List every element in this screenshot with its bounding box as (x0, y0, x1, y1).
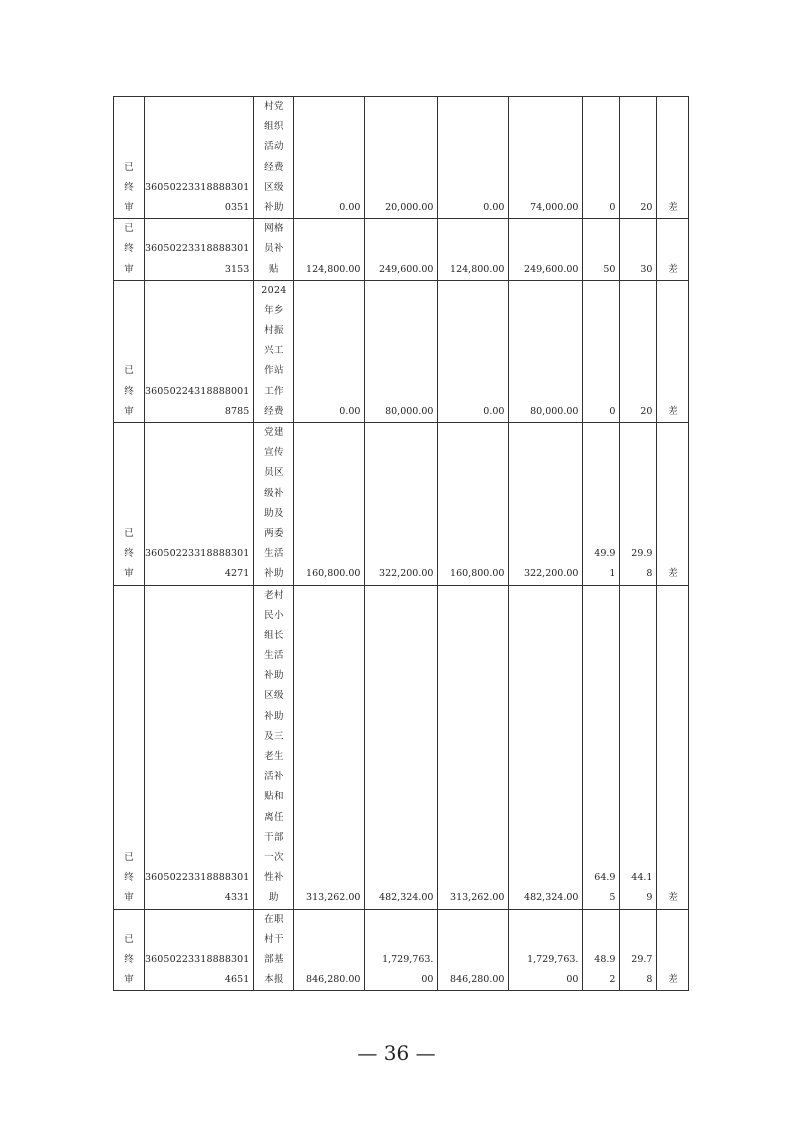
cell-line: 差 (668, 405, 678, 417)
cell-line: 贴 (269, 263, 279, 275)
cell-line: 124,800.00 (306, 263, 361, 275)
cell-line: 29.7 (631, 953, 653, 965)
cell-line: 员区 (264, 467, 284, 479)
amount-cell-1 (294, 585, 365, 909)
cell-line: 差 (668, 568, 678, 580)
cell-line: 2 (609, 974, 616, 986)
item-name-cell (254, 97, 294, 219)
ratio-cell-1 (583, 423, 620, 586)
cell-line: 1,729,763. (527, 953, 579, 965)
amount-cell-2 (365, 585, 438, 909)
ratio-cell-1 (583, 280, 620, 422)
cell-line: 两委 (264, 527, 284, 539)
cell-line: 8 (646, 974, 653, 986)
cell-line: 44.1 (631, 872, 653, 884)
item-name-cell (254, 280, 294, 422)
budget-table (113, 96, 689, 991)
ratio-cell-2 (620, 423, 657, 586)
status-cell (114, 585, 145, 909)
item-name-cell (254, 909, 294, 991)
cell-line: 离任 (264, 811, 284, 823)
cell-line: 兴工 (264, 345, 284, 357)
cell-line: 党建 (264, 427, 284, 438)
table-row (114, 585, 689, 909)
cell-line: 00 (566, 974, 579, 986)
table-row (114, 909, 689, 991)
cell-line: 36050223318888301 (145, 548, 250, 560)
cell-line: 482,324.00 (524, 892, 579, 904)
cell-line: 313,262.00 (306, 892, 361, 904)
cell-line: 已 (124, 223, 134, 235)
cell-line: 1 (609, 568, 616, 580)
cell-line: 审 (124, 568, 134, 580)
cell-line: 网格 (264, 223, 284, 235)
amount-cell-3 (438, 219, 509, 281)
cell-line: 846,280.00 (306, 974, 361, 986)
cell-line: 年乡 (264, 304, 284, 316)
cell-line: 已 (124, 933, 134, 945)
cell-line: 活动 (264, 141, 284, 153)
ratio-cell-1 (583, 97, 620, 219)
cell-line: 性补 (264, 872, 284, 884)
cell-line: 经费 (264, 161, 284, 173)
grade-cell (657, 585, 689, 909)
cell-line: 80,000.00 (530, 405, 579, 417)
cell-line: 级补 (264, 487, 284, 499)
cell-line: 36050223318888301 (145, 181, 250, 193)
cell-line: 补助 (264, 670, 284, 682)
status-cell (114, 97, 145, 219)
amount-cell-1 (294, 280, 365, 422)
cell-line: 终 (124, 953, 134, 965)
table-row (114, 280, 689, 422)
amount-cell-2 (365, 909, 438, 991)
cell-line: 0 (609, 201, 616, 213)
amount-cell-4 (509, 219, 583, 281)
cell-line: 4651 (224, 974, 250, 986)
amount-cell-4 (509, 280, 583, 422)
cell-line: 老村 (264, 589, 284, 601)
cell-line: 民小 (264, 609, 284, 621)
grade-cell (657, 97, 689, 219)
ratio-cell-1 (583, 909, 620, 991)
cell-line: 活补 (264, 771, 284, 783)
table-body (114, 97, 689, 991)
cell-line: 贴和 (264, 791, 284, 803)
cell-line: 审 (124, 405, 134, 417)
cell-line: 8785 (224, 405, 250, 417)
cell-line: 20,000.00 (385, 201, 434, 213)
cell-line: 审 (124, 892, 134, 904)
cell-line: 80,000.00 (385, 405, 434, 417)
cell-line: 36050223318888301 (145, 243, 250, 255)
amount-cell-2 (365, 219, 438, 281)
cell-line: 员补 (264, 243, 284, 255)
cell-line: 0.00 (339, 405, 361, 417)
cell-line: 0.00 (339, 201, 361, 213)
amount-cell-2 (365, 423, 438, 586)
cell-line: 0.00 (483, 405, 505, 417)
table-row (114, 219, 689, 281)
ratio-cell-2 (620, 585, 657, 909)
amount-cell-1 (294, 909, 365, 991)
amount-cell-1 (294, 219, 365, 281)
cell-line: 审 (124, 201, 134, 213)
cell-line: 差 (668, 974, 678, 986)
cell-line: 4271 (224, 568, 250, 580)
cell-line: 审 (124, 263, 134, 275)
cell-line: 补助 (264, 568, 284, 580)
amount-cell-1 (294, 97, 365, 219)
item-name-cell (254, 585, 294, 909)
cell-line: 5 (609, 892, 616, 904)
cell-line: 终 (124, 243, 134, 255)
cell-line: 0.00 (483, 201, 505, 213)
cell-line: 作站 (264, 365, 284, 377)
table-row (114, 97, 689, 219)
cell-line: 组长 (264, 629, 284, 641)
cell-line: 36050223318888301 (145, 953, 250, 965)
cell-line: 36050224318888001 (145, 385, 250, 397)
ratio-cell-1 (583, 219, 620, 281)
amount-cell-2 (365, 280, 438, 422)
status-cell (114, 219, 145, 281)
amount-cell-3 (438, 97, 509, 219)
cell-line: 482,324.00 (379, 892, 434, 904)
cell-line: 一次 (264, 851, 284, 863)
item-name-cell (254, 423, 294, 586)
ratio-cell-1 (583, 585, 620, 909)
cell-line: 49.9 (594, 548, 616, 560)
cell-line: 20 (640, 201, 653, 213)
grade-cell (657, 909, 689, 991)
cell-line: 生活 (264, 650, 284, 662)
cell-line: 差 (668, 263, 678, 275)
cell-line: 313,262.00 (450, 892, 505, 904)
cell-line: 本报 (264, 974, 284, 986)
amount-cell-3 (438, 280, 509, 422)
cell-line: 干部 (264, 831, 284, 843)
status-cell (114, 280, 145, 422)
cell-line: 补助 (264, 710, 284, 722)
amount-cell-4 (509, 909, 583, 991)
amount-cell-3 (438, 585, 509, 909)
cell-line: 20 (640, 405, 653, 417)
cell-line: 30 (640, 263, 653, 275)
amount-cell-3 (438, 423, 509, 586)
cell-line: 29.9 (631, 548, 653, 560)
cell-line: 00 (421, 974, 434, 986)
cell-line: 48.9 (594, 953, 616, 965)
code-cell (145, 585, 254, 909)
code-cell (145, 97, 254, 219)
cell-line: 322,200.00 (524, 568, 579, 580)
cell-line: 村党 (264, 101, 284, 112)
cell-line: 村振 (264, 325, 284, 337)
cell-line: 补助 (264, 201, 284, 213)
cell-line: 249,600.00 (524, 263, 579, 275)
grade-cell (657, 423, 689, 586)
code-cell (145, 909, 254, 991)
cell-line: 9 (646, 892, 653, 904)
cell-line: 宣传 (264, 447, 284, 459)
cell-line: 2024 (261, 284, 287, 296)
grade-cell (657, 280, 689, 422)
cell-line: 322,200.00 (379, 568, 434, 580)
cell-line: 在职 (264, 913, 284, 925)
cell-line: 组织 (264, 121, 284, 133)
cell-line: 终 (124, 548, 134, 560)
ratio-cell-2 (620, 909, 657, 991)
ratio-cell-2 (620, 219, 657, 281)
cell-line: 64.9 (594, 872, 616, 884)
cell-line: 生活 (264, 548, 284, 560)
cell-line: 846,280.00 (450, 974, 505, 986)
amount-cell-2 (365, 97, 438, 219)
cell-line: 终 (124, 385, 134, 397)
cell-line: 已 (124, 365, 134, 377)
cell-line: 部基 (264, 953, 284, 965)
cell-line: 160,800.00 (450, 568, 505, 580)
cell-line: 及三 (264, 730, 284, 742)
cell-line: 助及 (264, 507, 284, 519)
cell-line: 终 (124, 181, 134, 193)
amount-cell-1 (294, 423, 365, 586)
code-cell (145, 423, 254, 586)
cell-line: 3153 (224, 263, 250, 275)
amount-cell-4 (509, 585, 583, 909)
cell-line: 终 (124, 872, 134, 884)
status-cell (114, 909, 145, 991)
ratio-cell-2 (620, 97, 657, 219)
cell-line: 经费 (264, 405, 284, 417)
cell-line: 区级 (264, 690, 284, 702)
grade-cell (657, 219, 689, 281)
cell-line: 已 (124, 161, 134, 173)
cell-line: 4331 (224, 892, 250, 904)
cell-line: 50 (603, 263, 616, 275)
item-name-cell (254, 219, 294, 281)
cell-line: 160,800.00 (306, 568, 361, 580)
cell-line: 村干 (264, 933, 284, 945)
table-row (114, 423, 689, 586)
status-cell (114, 423, 145, 586)
cell-line: 差 (668, 892, 678, 904)
code-cell (145, 219, 254, 281)
cell-line: 1,729,763. (382, 953, 434, 965)
amount-cell-4 (509, 423, 583, 586)
cell-line: 审 (124, 974, 134, 986)
code-cell (145, 280, 254, 422)
cell-line: 助 (269, 892, 279, 904)
cell-line: 已 (124, 851, 134, 863)
cell-line: 区级 (264, 181, 284, 193)
cell-line: 工作 (264, 385, 284, 397)
cell-line: 249,600.00 (379, 263, 434, 275)
cell-line: 8 (646, 568, 653, 580)
cell-line: 0 (609, 405, 616, 417)
cell-line: 差 (668, 201, 678, 213)
cell-line: 124,800.00 (450, 263, 505, 275)
cell-line: 0351 (224, 201, 250, 213)
amount-cell-3 (438, 909, 509, 991)
cell-line: 36050223318888301 (145, 872, 250, 884)
cell-line: 老生 (264, 751, 284, 762)
cell-line: 已 (124, 527, 134, 539)
ratio-cell-2 (620, 280, 657, 422)
cell-line: 74,000.00 (530, 201, 579, 213)
page-number: — 36 — (357, 1041, 436, 1065)
amount-cell-4 (509, 97, 583, 219)
